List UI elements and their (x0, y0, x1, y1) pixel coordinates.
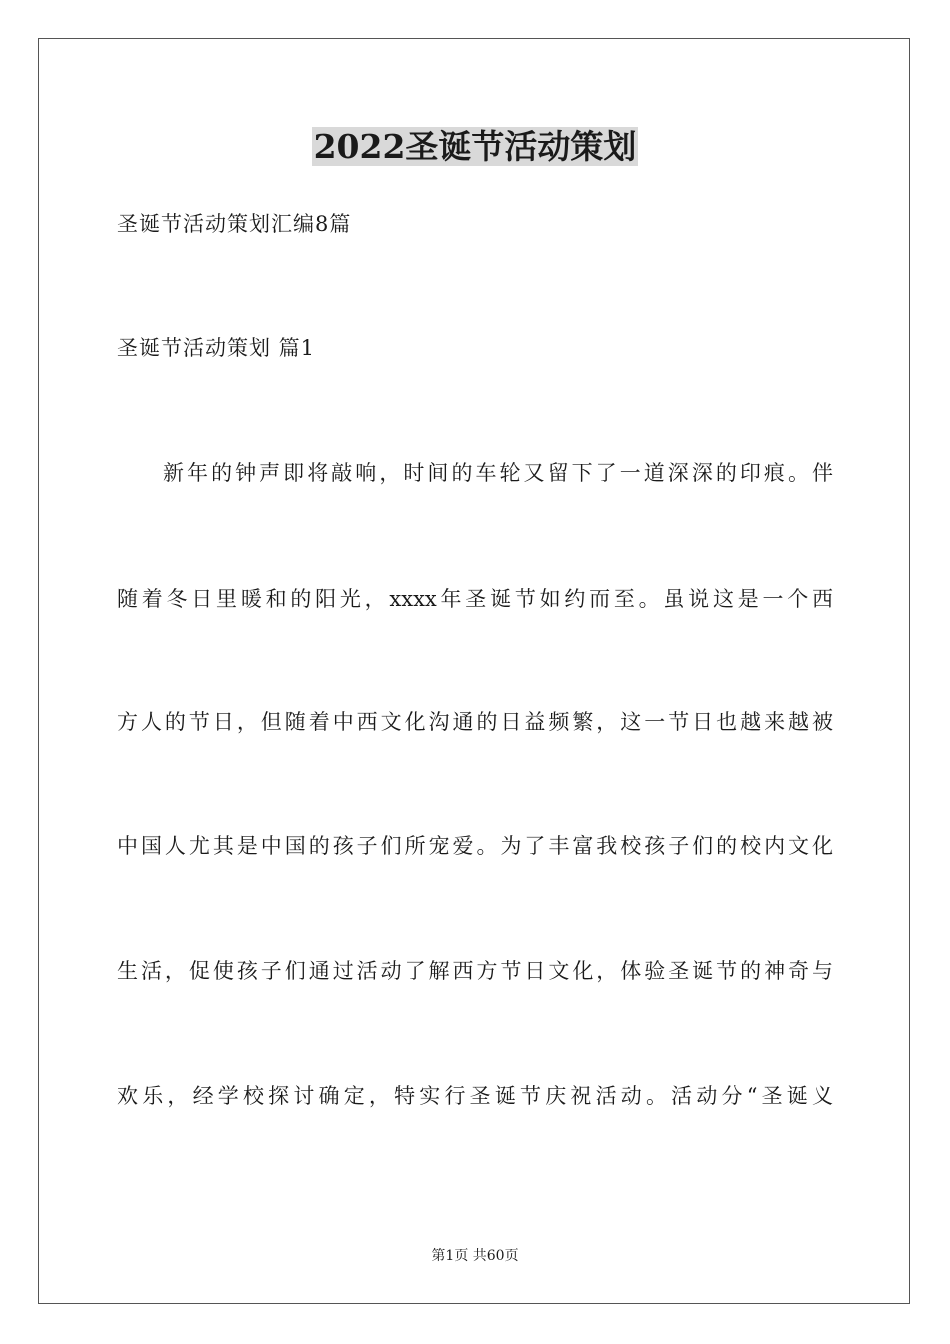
page-number-footer: 第1页 共60页 (431, 1248, 519, 1264)
paragraph-line: 方人的节日，但随着中西文化沟通的日益频繁，这一节日也越来越被 (117, 710, 833, 734)
paragraph-line: 欢乐，经学校探讨确定，特实行圣诞节庆祝活动。活动分“圣诞义 (117, 1084, 833, 1108)
document-title (0, 124, 950, 170)
document-title-text: 2022圣诞节活动策划 (313, 127, 637, 166)
paragraph-line: 新年的钟声即将敲响，时间的车轮又留下了一道深深的印痕。伴 (163, 461, 833, 485)
paragraph-line: 生活，促使孩子们通过活动了解西方节日文化，体验圣诞节的神奇与 (117, 959, 833, 983)
paragraph-line: 中国人尤其是中国的孩子们所宠爱。为了丰富我校孩子们的校内文化 (117, 834, 833, 858)
section-heading: 圣诞节活动策划 篇1 (117, 336, 316, 360)
document-subtitle: 圣诞节活动策划汇编8篇 (117, 212, 352, 236)
paragraph-line: 随着冬日里暖和的阳光，xxxx年圣诞节如约而至。虽说这是一个西 (117, 587, 833, 611)
